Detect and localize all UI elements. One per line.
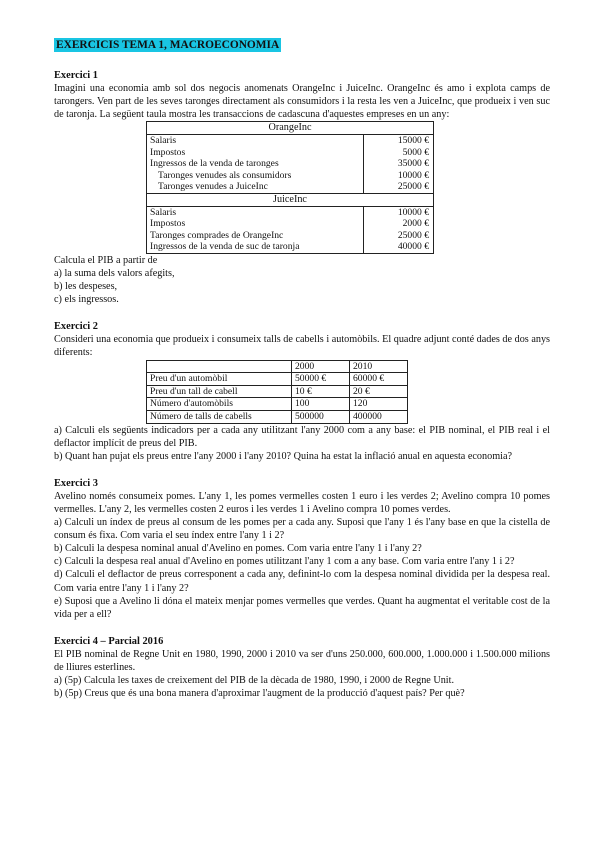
table-cell: 120	[350, 398, 408, 411]
exercise-4-heading: Exercici 4 – Parcial 2016	[54, 635, 164, 647]
orangeinc-header: OrangeInc	[147, 122, 434, 135]
exercise-1-heading: Exercici 1	[54, 70, 98, 81]
row-value: 2000 €	[402, 218, 429, 230]
row-value: 10000 €	[397, 206, 429, 218]
document-page	[54, 38, 550, 714]
row-label: Ingressos de la venda de taronges	[150, 158, 279, 170]
exercise-1	[54, 69, 550, 306]
table-cell: 100	[292, 398, 350, 411]
table-cell	[364, 134, 434, 193]
table-cell: 50000 €	[292, 373, 350, 386]
exercise-4	[54, 635, 550, 700]
table-cell: 2010	[350, 360, 408, 373]
table-cell: 2000	[292, 360, 350, 373]
row-value: 25000 €	[397, 181, 429, 193]
row-value: 35000 €	[397, 158, 429, 170]
juiceinc-header: JuiceInc	[147, 193, 434, 206]
exercise-3	[54, 477, 550, 621]
table-cell: 20 €	[350, 385, 408, 398]
list-item: a) Calculi un índex de preus al consum de les pomes per a cada any. Suposi que l'any 1 és l'any base en que la cistella de consum és fixa. Com varia el seu índex entre l'any 1 i 2?	[54, 517, 550, 542]
list-item: b) Calculi la despesa nominal anual d'Avelino en pomes. Com varia entre l'any 1 i l'any 2?	[54, 543, 422, 555]
row-value: 25000 €	[397, 229, 429, 241]
row-label: Impostos	[150, 146, 186, 158]
exercise-3-heading: Exercici 3	[54, 477, 98, 489]
exercise-1-text: Imagini una economia amb sol dos negocis anomenats OrangeInc i JuiceInc. OrangeInc és amo i explota camps de tarongers. Ven part de les seves taronges directament als consumidors i la resta les ven a JuiceInc, que produeix i ven suc de taronja. La següent taula mostra les transaccions de cadascuna d'aquestes empreses en un any:	[54, 83, 550, 121]
list-item: c) Calculi la despesa real anual d'Avelino en pomes utilitzant l'any 1 com a any base. Com varia entre l'any 1 i 2?	[54, 556, 515, 568]
exercise-2-question-b: b) Quant han pujat els preus entre l'any 2000 i l'any 2010? Quina ha estat la inflació anual en aquesta economia?	[54, 450, 512, 462]
table-cell	[147, 360, 292, 373]
row-label: Salaris	[150, 206, 177, 218]
row-label: Salaris	[150, 134, 177, 146]
data-table	[146, 360, 408, 424]
list-item: b) (5p) Creus que és una bona manera d'aproximar l'augment de la producció d'aquest país? Per què?	[54, 688, 465, 700]
exercise-2-heading: Exercici 2	[54, 321, 98, 333]
list-item: d) Calculi el deflactor de preus corresponent a cada any, definint-lo com la despesa nominal dividida per la despesa real. Com varia entre l'any 1 i l'any 2?	[54, 569, 550, 594]
row-value: 40000 €	[397, 241, 429, 253]
table-row	[147, 385, 408, 398]
row-value: 15000 €	[397, 134, 429, 146]
page-title: EXERCICIS TEMA 1, MACROECONOMIA	[56, 39, 280, 51]
list-item: b) les despeses,	[54, 281, 118, 293]
table-cell: 500000	[292, 410, 350, 423]
table-cell: 60000 €	[350, 373, 408, 386]
exercise-4-text: El PIB nominal de Regne Unit en 1980, 1990, 2000 i 2010 va ser d'uns 250.000, 600.000, 1.000.000 i 1.500.000 milions de lliures esterlines.	[54, 648, 550, 674]
row-value: 10000 €	[397, 169, 429, 181]
list-item: a) (5p) Calcula les taxes de creixement del PIB de la dècada de 1980, 1990, i 2000 de Regne Unit.	[54, 675, 455, 687]
row-value: 5000 €	[402, 146, 429, 158]
exercise-2	[54, 320, 550, 463]
row-label: Taronges venudes a JuiceInc	[158, 181, 268, 193]
table-cell: 400000	[350, 410, 408, 423]
list-item: e) Suposi que a Avelino li dóna el mateix menjar pomes vermelles que verdes. Quant ha augmentat el veritable cost de la vida per a ell?	[54, 595, 550, 620]
list-item: c) els ingressos.	[54, 294, 119, 306]
table-row	[147, 410, 408, 423]
table-cell	[364, 206, 434, 253]
exercise-2-question-a: a) Calculi els següents indicadors per a cada any utilitzant l'any 2000 com a any base: el PIB nominal, el PIB real i el deflactor implícit de preus del PIB.	[54, 424, 550, 449]
table-cell: Número de talls de cabells	[147, 410, 292, 423]
table-cell: Preu d'un tall de cabell	[147, 385, 292, 398]
table-cell: 10 €	[292, 385, 350, 398]
table-cell	[147, 206, 364, 253]
row-label: Ingressos de la venda de suc de taronja	[150, 241, 300, 253]
table-cell: Preu d'un automòbil	[147, 373, 292, 386]
table-cell: Número d'automòbils	[147, 398, 292, 411]
table-row	[147, 398, 408, 411]
table-row	[147, 373, 408, 386]
transactions-table	[146, 121, 434, 254]
exercise-1-questions	[54, 254, 550, 306]
list-item: Calcula el PIB a partir de	[54, 254, 158, 266]
row-label: Taronges comprades de OrangeInc	[150, 229, 284, 241]
exercise-3-text: Avelino només consumeix pomes. L'any 1, les pomes vermelles costen 1 euro i les verdes 2; Avelino compra 10 pomes vermelles. L'any 2, les vermelles costen 2 euros i les verdes 1 i Avelino compra 10 pomes verdes.	[54, 490, 550, 515]
list-item: a) la suma dels valors afegits,	[54, 268, 175, 279]
row-label: Taronges venudes als consumidors	[158, 169, 292, 181]
row-label: Impostos	[150, 218, 186, 230]
exercise-2-text: Consideri una economia que produeix i consumeix talls de cabells i automòbils. El quadre adjunt conté dades de dos anys diferents:	[54, 334, 550, 359]
table-cell	[147, 134, 364, 193]
table-row	[147, 360, 408, 373]
